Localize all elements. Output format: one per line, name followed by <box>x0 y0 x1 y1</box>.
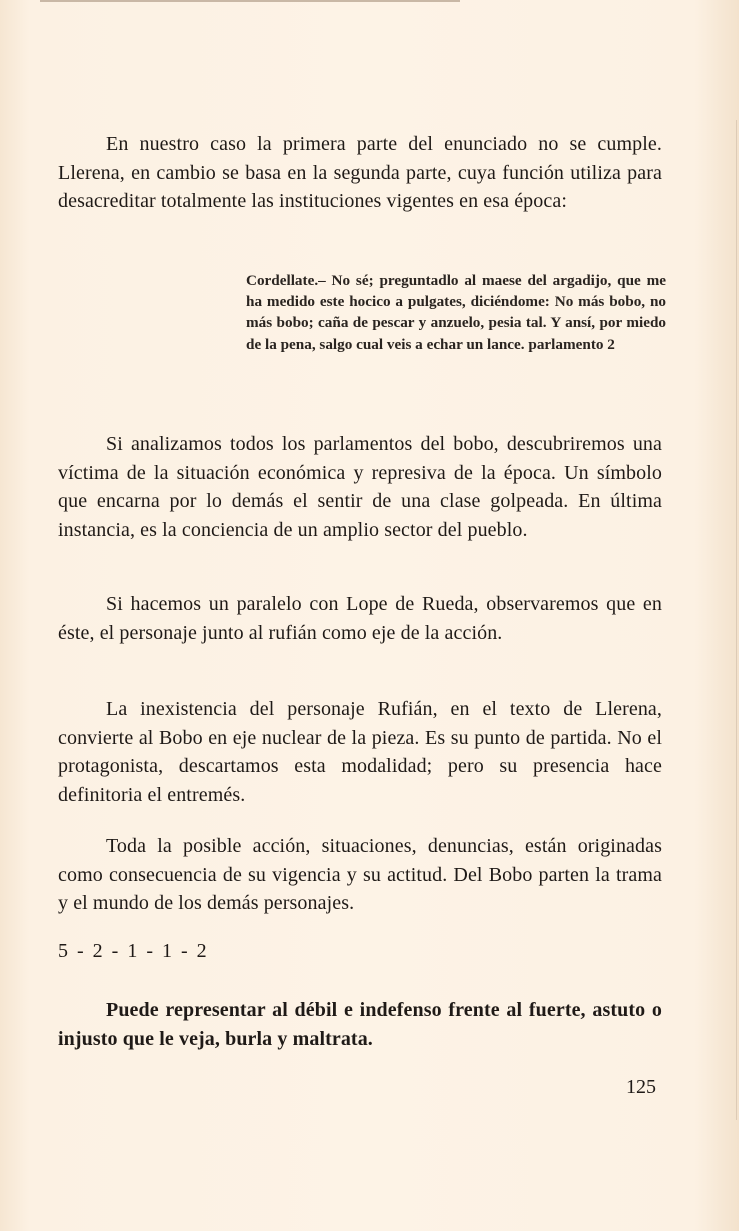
paragraph-analysis: Si analizamos todos los parlamentos del bobo, descubriremos una víctima de la situación económica y represiva de la época. Un símbolo que encarna por lo demás el sentir de una clase golpeada. En última instancia, es la conciencia de un amplio sector del pueblo. <box>58 433 662 541</box>
page-edge-right <box>736 120 737 1120</box>
quoted-dialogue: Cordellate.– No sé; preguntadlo al maese del argadijo, que me ha medido este hocico a pulgates, diciéndome: No más bobo, no más bobo; caña de pescar y anzuelo, pesia tal. Y ansí, por miedo de la pena, salgo cual veis a echar un lance. parlamento 2 <box>246 272 666 353</box>
paragraph-rufian: La inexistencia del personaje Rufián, en el texto de Llerena, convierte al Bobo en eje nuclear de la pieza. Es su punto de partida. No el protagonista, descartamos esta modalidad; pero su presencia hace definitoria el entremés. <box>58 698 662 806</box>
number-sequence: 5 - 2 - 1 - 1 - 2 <box>58 940 209 962</box>
page-edge-top <box>40 0 460 2</box>
paragraph-accion: Toda la posible acción, situaciones, denuncias, están originadas como consecuencia de su vigencia y su actitud. Del Bobo parten la trama y el mundo de los demás personajes. <box>58 835 662 914</box>
paragraph-intro: En nuestro caso la primera parte del enunciado no se cumple. Llerena, en cambio se basa en la segunda parte, cuya función utiliza para desacreditar totalmente las instituciones vigentes en esa época: <box>58 133 662 212</box>
page-number: 125 <box>626 1076 656 1098</box>
paragraph-lope-de-rueda: Si hacemos un paralelo con Lope de Rueda, observaremos que en éste, el personaje junto al rufián como eje de la acción. <box>58 593 662 644</box>
paragraph-conclusion: Puede representar al débil e indefenso frente al fuerte, astuto o injusto que le veja, burla y maltrata. <box>58 999 662 1050</box>
